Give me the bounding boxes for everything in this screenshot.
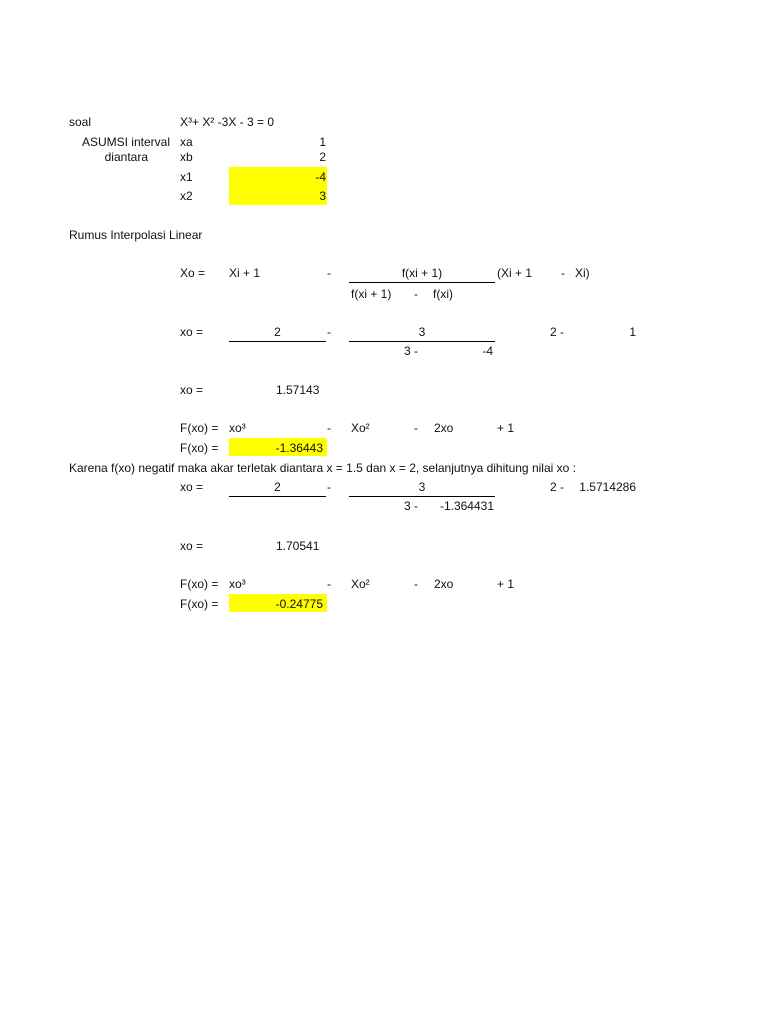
iter2-term1: 2 [274,480,281,494]
x1-label: x1 [180,170,193,184]
iter1-term1: 2 [274,325,281,339]
rumus-den-minus: - [414,287,418,301]
asumsi-label-line2: diantara [104,150,148,164]
soal-label: soal [69,115,92,129]
xa-label: xa [180,135,193,149]
iter1-den-a: 3 - [403,344,418,358]
iter1-tail-b: 1 [629,325,636,339]
iter2-tail-a: 2 - [549,480,564,494]
iter1-f-t4: + 1 [497,421,515,435]
iter2-f-m2: - [414,577,418,591]
xa-value: 1 [319,135,326,149]
iter2-minus: - [327,480,331,494]
iter1-f-lhs: F(xo) = [180,421,219,435]
iter1-f-t2: Xo² [351,421,370,435]
iter1-term1-underline [229,341,326,342]
xb-value: 2 [319,150,326,164]
rumus-title: Rumus Interpolasi Linear [69,228,203,242]
x2-value: 3 [319,189,326,203]
iter2-f-t1: xo³ [229,577,246,591]
iter2-fraction-bar [349,496,495,497]
iter2-numerator: 3 [418,480,426,494]
asumsi-label-line1: ASUMSI interval [81,135,170,149]
iter1-fval-lhs: F(xo) = [180,441,219,455]
iter1-f-m1: - [327,421,331,435]
iter1-f-m2: - [414,421,418,435]
iter1-result-lhs: xo = [180,383,204,397]
rumus-fraction-bar [349,282,495,283]
iter1-minus: - [327,325,331,339]
iter2-f-t2: Xo² [351,577,370,591]
soal-equation: X³+ X² -3X - 3 = 0 [180,115,275,129]
iter2-f-t3: 2xo [434,577,454,591]
iter2-result-lhs: xo = [180,539,204,553]
iter1-f-t1: xo³ [229,421,246,435]
iter1-f-t3: 2xo [434,421,454,435]
iter1-result: 1.57143 [276,383,320,397]
rumus-tail-b: Xi) [575,266,590,280]
iter2-result: 1.70541 [276,539,320,553]
rumus-tail-a: (Xi + 1 [497,266,533,280]
rumus-tail-minus: - [561,266,565,280]
iter2-fval: -0.24775 [275,597,323,611]
x2-label: x2 [180,189,193,203]
iter1-tail-a: 2 - [549,325,564,339]
rumus-numerator: f(xi + 1) [401,266,443,280]
iter2-f-m1: - [327,577,331,591]
iter2-lhs: xo = [180,480,204,494]
iter1-lhs: xo = [180,325,204,339]
rumus-minus: - [327,266,331,280]
iter2-tail-b: 1.5714286 [579,480,636,494]
iter1-den-b: -4 [482,344,493,358]
iter2-f-t4: + 1 [497,577,515,591]
rumus-den-a: f(xi + 1) [351,287,392,301]
rumus-den-b: f(xi) [433,287,453,301]
iter1-numerator: 3 [418,325,426,339]
iter2-f-lhs: F(xo) = [180,577,219,591]
iter2-term1-underline [229,496,326,497]
x1-value: -4 [315,170,326,184]
iter2-den-a: 3 - [403,499,418,513]
karena-note: Karena f(xo) negatif maka akar terletak diantara x = 1.5 dan x = 2, selanjutnya dihitung nilai xo : [69,461,576,475]
iter1-fval: -1.36443 [275,441,323,455]
rumus-lhs: Xo = [180,266,206,280]
iter1-fraction-bar [349,341,495,342]
xb-label: xb [180,150,193,164]
iter2-fval-lhs: F(xo) = [180,597,219,611]
iter2-den-b: -1.364431 [439,499,494,513]
rumus-term1: Xi + 1 [229,266,261,280]
